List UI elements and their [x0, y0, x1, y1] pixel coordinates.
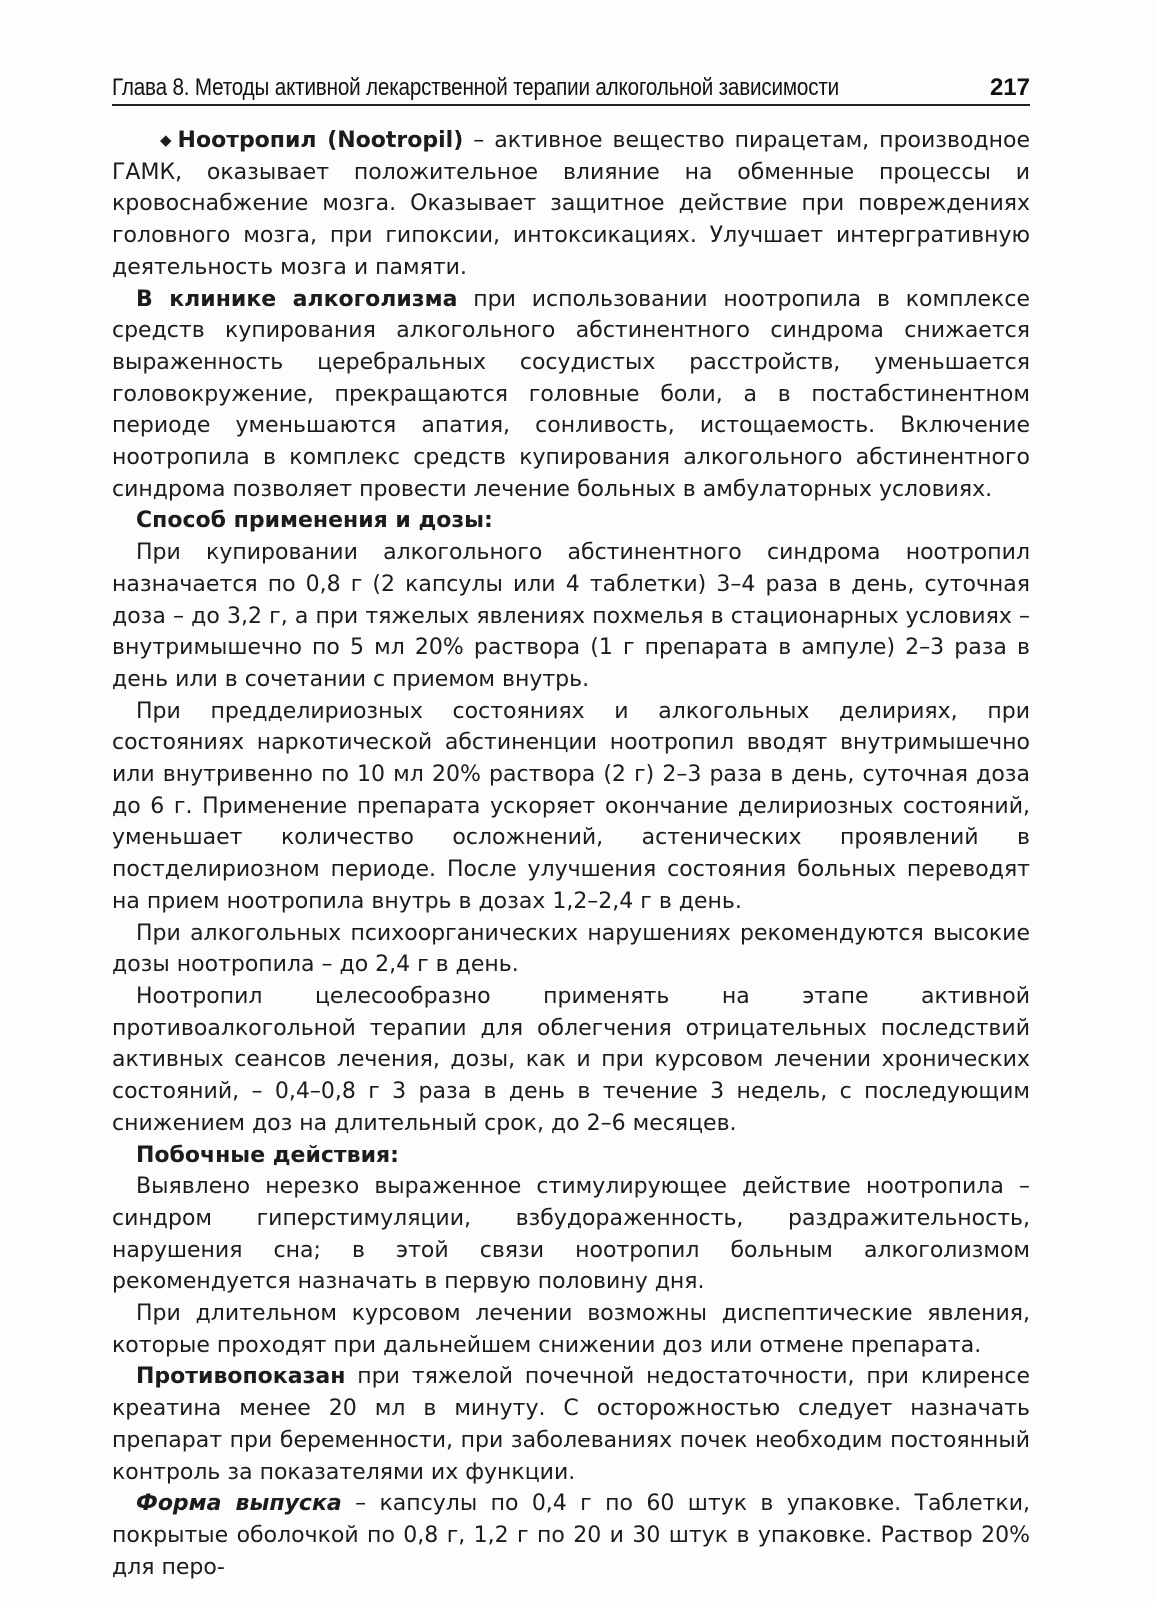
paragraph-release-form: [112, 1488, 1030, 1583]
clinic-lead: В клинике алкоголизма: [136, 286, 458, 312]
paragraph-contraindications: [112, 1361, 1030, 1488]
clinic-text: при использовании ноотропила в комплексе средств купирования алкогольного абстинентного синдрома снижается выраженность церебральных сосудистых расстройств, уменьшается головокружение, прекращаются головные боли, а в постабстинентном периоде уменьшаются апатия, сонливость, истощаемость. Включение ноотропила в комплекс средств купирования алкогольного абстинентного синдрома позволяет провести лечение больных в амбулаторных условиях.: [112, 286, 1030, 502]
paragraph-side-effects-1: Выявлено нерезко выраженное стимулирующее действие ноотропила – синдром гиперстимуляции, взбудораженность, раздражительность, нарушения сна; в этой связи ноотропил больным алкоголизмом рекомендуется назначать в первую половину дня.: [112, 1174, 1030, 1295]
chapter-title: Глава 8. Методы активной лекарственной терапии алкогольной зависимости: [112, 74, 839, 101]
header-rule: [112, 104, 1030, 106]
page-number: 217: [989, 74, 1030, 101]
drug-description: – активное вещество пирацетам, производное ГАМК, оказывает положительное влияние на обменные процессы и кровоснабжение мозга. Оказывает защитное действие при повреждениях головного мозга, при гипоксии, интоксикациях. Улучшает интергративную деятельность мозга и памяти.: [112, 128, 1031, 280]
paragraph-dosage-4: Ноотропил целесообразно применять на этапе активной противоалкогольной терапии для облегчения отрицательных последствий активных сеансов лечения, дозы, как и при курсовом лечении хронических состояний, – 0,4–0,8 г 3 раза в день в течение 3 недель, с последующим снижением доз на длительный срок, до 2–6 месяцев.: [112, 983, 1030, 1136]
paragraph-clinic: [112, 284, 1030, 506]
paragraph-dosage-3: При алкогольных психоорганических нарушениях рекомендуются высокие дозы ноотропила – до 2,4 г в день.: [112, 920, 1030, 978]
paragraph-dosage-2: При предделириозных состояниях и алкогольных делириях, при состояниях наркотической абстиненции ноотропил вводят внутримышечно или внутривенно по 10 мл 20% раствора (2 г) 2–3 раза в день, суточная доза до 6 г. Применение препарата ускоряет окончание делириозных состояний, уменьшает количество осложнений, астенических проявлений в постделириозном периоде. После улучшения состояния больных переводят на прием ноотропила внутрь в дозах 1,2–2,4 г в день.: [112, 698, 1030, 914]
paragraph-side-effects-2: При длительном курсовом лечении возможны диспептические явления, которые проходят при дальнейшем снижении доз или отмене препарата.: [112, 1301, 1030, 1358]
page-body: [112, 125, 1030, 1583]
release-form-lead: Форма выпуска: [136, 1491, 342, 1517]
contraindications-lead: Противопоказан: [136, 1364, 346, 1390]
paragraph-dosage-1: При купировании алкогольного абстинентного синдрома ноотропил назначается по 0,8 г (2 капсулы или 4 таблетки) 3–4 раза в день, суточная доза – до 3,2 г, а при тяжелых явлениях похмелья в стационарных условиях – внутримышечно по 5 мл 20% раствора (1 г препарата в ампуле) 2–3 раза в день или в сочетании с приемом внутрь.: [112, 540, 1030, 692]
contraindications-text: при тяжелой почечной недостаточности, при клиренсе креатина менее 20 мл в минуту. С осторожностью следует назначать препарат при беременности, при заболеваниях почек необходим постоянный контроль за показателями их функции.: [112, 1364, 1030, 1485]
release-form-text: – капсулы по 0,4 г по 60 штук в упаковке. Таблетки, покрытые оболочкой по 0,8 г, 1,2 г по 20 и 30 штук в упаковке. Раствор 20% для перо-: [112, 1491, 1030, 1580]
heading-dosage: Способ применения и дозы:: [136, 508, 493, 534]
paragraph-drug-intro: [112, 125, 1030, 284]
page-header: [112, 58, 1030, 102]
diamond-bullet-icon: ◆: [160, 131, 172, 149]
drug-name: Ноотропил (Nootropil): [177, 128, 464, 153]
heading-side-effects: Побочные действия:: [136, 1142, 399, 1168]
